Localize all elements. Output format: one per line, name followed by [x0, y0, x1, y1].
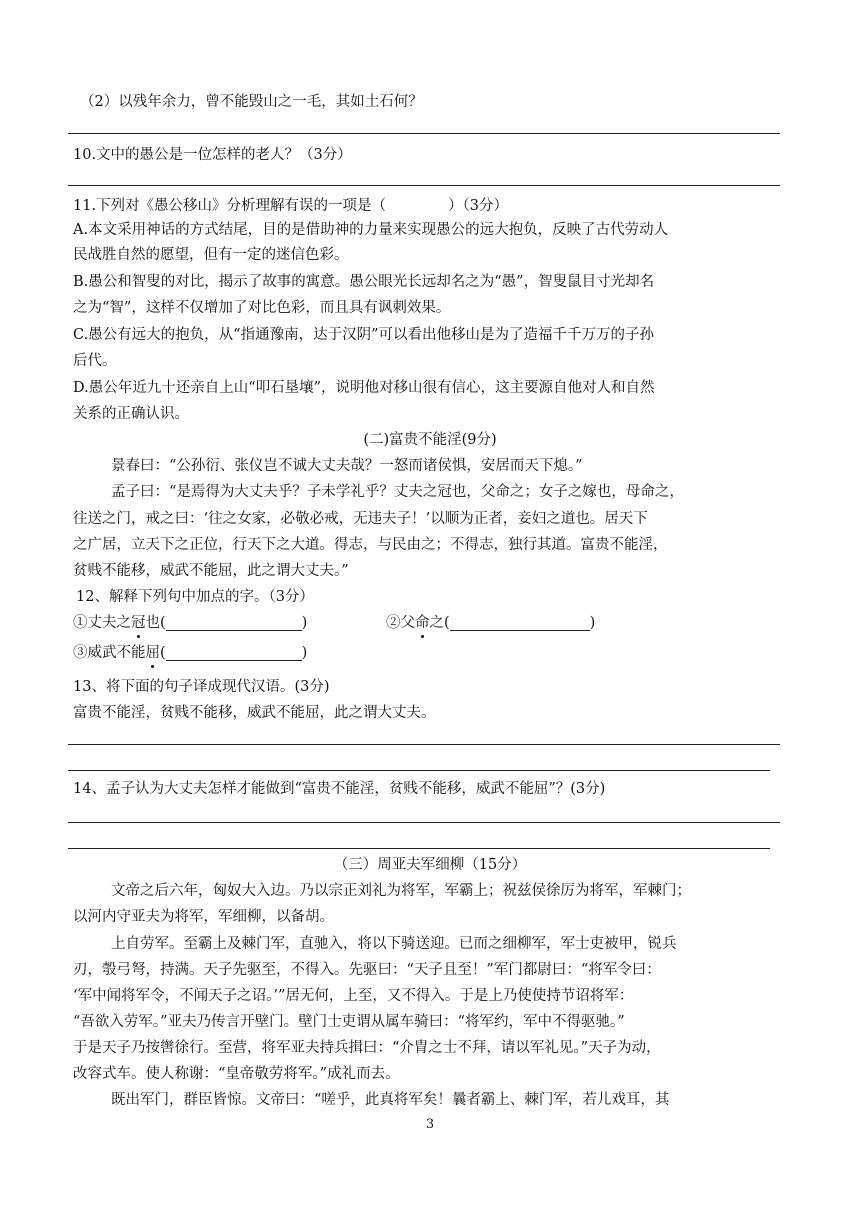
q12-item-1-close: ) — [301, 615, 308, 631]
q12-item-2-close: ) — [589, 615, 596, 631]
q12-item-1-dotted-char: 冠 — [131, 615, 146, 631]
q12-item-2-open: 之( — [429, 615, 450, 631]
q12-item-1-open: 也( — [145, 615, 166, 631]
q11-stem-text: 11.下列对《愚公移山》分析理解有误的一项是（ — [73, 198, 387, 214]
q14-text: 14、孟子认为大丈夫怎样才能做到“富贵不能淫，贫贱不能移，威武不能屈”？(3分) — [73, 781, 606, 797]
q12-item-3-text: ③威武不能 — [73, 645, 146, 661]
section3-p3-line1: 既出军门，群臣皆惊。文帝曰：“嗟乎，此真将军矣！曩者霸上、棘门军，若儿戏耳，其 — [111, 1092, 670, 1108]
section3-p2-line2: 刃，彀弓弩，持满。天子先驱至，不得入。先驱曰：“天子且至！”军门都尉曰：“将军令曰： — [73, 962, 661, 978]
q12-item-3 — [73, 643, 307, 663]
q12-item-2 — [386, 613, 595, 633]
q11-option-d-line2: 关系的正确认识。 — [73, 406, 189, 422]
q11-option-c-line2: 后代。 — [73, 353, 117, 369]
q13-sentence: 富贵不能淫，贫贱不能移，威武不能屈，此之谓大丈夫。 — [73, 705, 436, 721]
q11-option-b-line2: 之为“智”，这样不仅增加了对比色彩，而且具有讽刺效果。 — [73, 300, 451, 316]
page-number: 3 — [425, 1117, 435, 1132]
q12-item-2-dotted-char: 命 — [415, 615, 430, 631]
answer-line — [68, 185, 780, 186]
q12-stem: 12、解释下列句中加点的字。（3分） — [76, 589, 314, 605]
q12-item-1 — [73, 613, 307, 633]
q11-option-a-line2: 民战胜自然的愿望，但有一定的迷信色彩。 — [73, 247, 349, 263]
q12-item-3-close: ) — [301, 645, 308, 661]
section3-p2-line5: 于是天子乃按辔徐行。至营，将军亚夫持兵揖曰：“介胄之士不拜，请以军礼见。”天子为动， — [73, 1040, 661, 1056]
q12-item-1-text: ①丈夫之 — [73, 615, 131, 631]
section3-p2-line3: ‘军中闻将军令，不闻天子之诏。’”居无何，上至，又不得入。于是上乃使使持节诏将军： — [73, 988, 634, 1004]
answer-line — [68, 133, 780, 134]
q11-stem-score: ）（3分） — [448, 198, 509, 214]
section2-p2-line3: 之广居，立天下之正位，行天下之大道。得志，与民由之；不得志，独行其道。富贵不能淫， — [73, 537, 668, 553]
q11-option-d-line1: D.愚公年近九十还亲自上山“叩石垦壤”，说明他对移山很有信心，这主要源自他对人和自然 — [73, 380, 655, 396]
answer-line — [68, 848, 770, 849]
q12-item-3-blank[interactable] — [166, 644, 302, 661]
q11-option-a-line1: A.本文采用神话的方式结尾，目的是借助神的力量来实现愚公的远大抱负，反映了古代劳动人 — [73, 222, 669, 238]
section3-p2-line4: “吾欲入劳军。”亚夫乃传言开壁门。壁门士吏谓从属车骑曰：“将军约，军中不得驱驰。” — [73, 1014, 625, 1030]
section3-p2-line1: 上自劳军。至霸上及棘门军，直驰入，将以下骑送迎。已而之细柳军，军士吏被甲，锐兵 — [111, 936, 677, 952]
section2-p2-line1: 孟子曰：“是焉得为大丈夫乎？子未学礼乎？丈夫之冠也，父命之；女子之嫁也，母命之， — [111, 484, 684, 500]
q12-item-2-text: ②父 — [386, 615, 415, 631]
section3-p2-line6: 改容式车。使人称谢：“皇帝敬劳将军。”成礼而去。 — [73, 1066, 400, 1082]
q11-option-b-line1: B.愚公和智叟的对比，揭示了故事的寓意。愚公眼光长远却名之为“愚”，智叟鼠目寸光却名 — [73, 274, 655, 290]
q13-stem: 13、将下面的句子译成现代汉语。(3分) — [73, 679, 330, 695]
q11-stem — [73, 196, 508, 216]
q10-text: 10.文中的愚公是一位怎样的老人？（3分） — [73, 147, 352, 163]
answer-line — [68, 744, 780, 745]
q12-item-3-dotted-char: 屈 — [145, 645, 160, 661]
section3-p1-line1: 文帝之后六年，匈奴大入边。乃以宗正刘礼为将军，军霸上；祝兹侯徐厉为将军，军棘门； — [111, 883, 691, 899]
section2-p2-line4: 贫贱不能移，威武不能屈，此之谓大丈夫。” — [73, 563, 349, 579]
q9-2-text: （2）以残年余力，曾不能毁山之一毛，其如土石何？ — [80, 94, 423, 110]
q11-option-c-line1: C.愚公有远大的抱负，从“指通豫南，达于汉阴”可以看出他移山是为了造福千千万万的子孙 — [73, 327, 655, 343]
answer-line — [68, 770, 770, 771]
section3-p1-line2: 以河内守亚夫为将军，军细柳，以备胡。 — [73, 909, 334, 925]
q12-item-2-blank[interactable] — [450, 614, 590, 631]
q12-item-3-open: ( — [160, 645, 166, 661]
q12-item-1-blank[interactable] — [166, 614, 302, 631]
section2-p2-line2: 往送之门，戒之曰：‘往之女家，必敬必戒，无违夫子！’以顺为正者，妾妇之道也。居天下 — [73, 511, 648, 527]
section3-title: （三）周亚夫军细柳（15分） — [333, 857, 527, 873]
answer-line — [68, 822, 780, 823]
section2-p1: 景春曰：“公孙衍、张仪岂不诚大丈夫哉？一怒而诸侯惧，安居而天下熄。” — [111, 458, 583, 474]
section2-title: (二)富贵不能淫(9分) — [363, 432, 497, 448]
